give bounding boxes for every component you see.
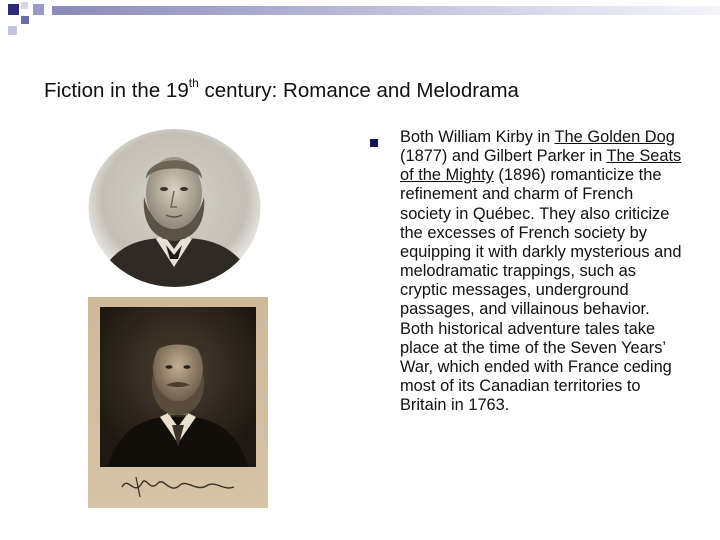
header-gradient-bar xyxy=(52,6,720,15)
deco-square-3 xyxy=(33,4,44,15)
deco-square-5 xyxy=(21,2,28,9)
bullet-marker xyxy=(370,139,378,147)
portrait-william-kirby xyxy=(86,127,263,289)
title-main: Fiction in the 19 xyxy=(44,78,189,102)
title-superscript: th xyxy=(188,76,199,90)
portrait-gilbert-parker xyxy=(88,297,268,508)
header-decoration xyxy=(0,0,720,40)
bullet-text-part-3: (1896) romanticize the refinement and charm of French society in Québec. They also criticize the excesses of French society by equipping it with darkly mysterious and melodramatic trappings, such as cryptic messages, underground passages, and villainous behavior. Both historical adventure tales take place at the time of the Seven Years’ War, which ended with France ceding most of its Canadian territories to Britain in 1763. xyxy=(400,166,682,415)
deco-square-1 xyxy=(8,4,19,15)
book-title-golden-dog: The Golden Dog xyxy=(554,128,675,146)
book-title-seats-of-the-mighty: The Seats of the Mighty xyxy=(400,147,682,185)
bullet-text xyxy=(400,128,685,415)
deco-square-2 xyxy=(21,16,29,24)
deco-square-4 xyxy=(8,26,17,35)
slide-title xyxy=(44,78,704,103)
bullet-text-part-2: (1877) and Gilbert Parker in xyxy=(400,147,607,166)
title-rest: century: Romance and Melodrama xyxy=(198,78,519,102)
bullet-text-part-1: Both William Kirby in xyxy=(400,128,555,146)
